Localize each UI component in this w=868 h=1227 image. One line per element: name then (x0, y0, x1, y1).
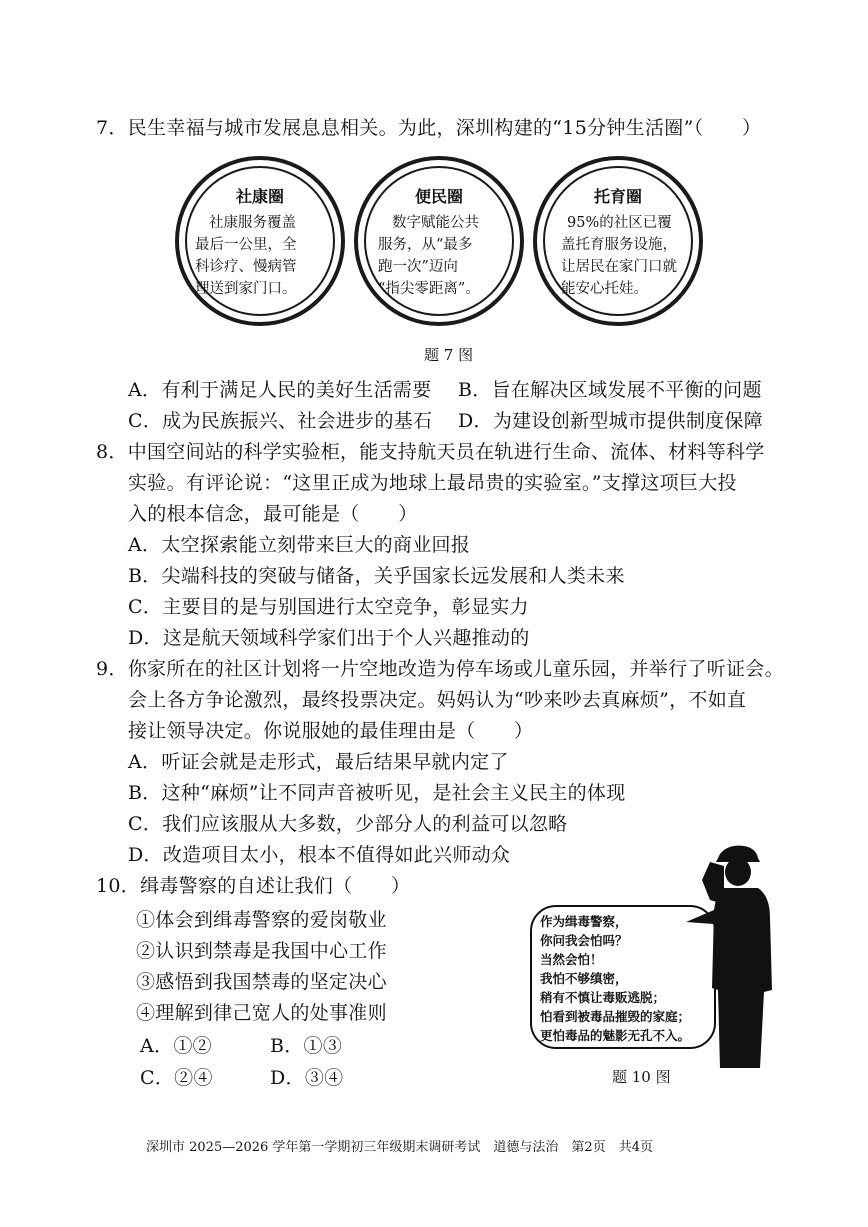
q9-stem-line3: 接让领导决定。你说服她的最佳理由是（ ） (128, 720, 534, 742)
circle-title: 社康圈 (235, 187, 284, 206)
circle-shekang (175, 156, 345, 326)
circle-line: 数字赋能公共 (392, 215, 479, 231)
q10-item-3: ③感悟到我国禁毒的坚定决心 (136, 971, 387, 993)
q9-option-d[interactable]: D．改造项目太小，根本不值得如此兴师动众 (128, 844, 511, 866)
bubble-line: 当然会怕！ (540, 952, 603, 967)
q10-item-2: ②认识到禁毒是我国中心工作 (136, 940, 387, 962)
q10-item-4: ④理解到律己宽人的处事准则 (136, 1002, 387, 1024)
q9-option-b[interactable]: B．这种“麻烦”让不同声音被听见，是社会主义民主的体现 (128, 782, 626, 804)
bubble-line: 稍有不慎让毒贩逃脱； (540, 990, 666, 1005)
circle-tuoyu (533, 156, 703, 326)
circle-line: 能安心托娃。 (561, 281, 648, 297)
q8-option-c[interactable]: C．主要目的是与别国进行太空竞争，彰显实力 (128, 596, 529, 618)
q7-option-d[interactable]: D．为建设创新型城市提供制度保障 (458, 410, 764, 432)
q9-stem-line2: 会上各方争论激烈，最终投票决定。妈妈认为“吵来吵去真麻烦”，不如直 (128, 689, 747, 711)
circle-line: 跑一次”迈向 (378, 259, 458, 275)
bubble-line: 怕看到被毒品摧毁的家庭； (540, 1009, 691, 1024)
page-footer: 深圳市 2025—2026 学年第一学期初三年级期末调研考试 道德与法治 第2页 共4页 (146, 1140, 653, 1155)
police-officer-silhouette (680, 840, 780, 1070)
q7-caption: 题 7 图 (424, 346, 474, 364)
q7-stem: 7．民生幸福与城市发展息息相关。为此，深圳构建的“15分钟生活圈”（ ） (96, 117, 762, 139)
q10-option-b[interactable]: B．①③ (270, 1035, 343, 1057)
q10-option-c[interactable]: C．②④ (140, 1067, 213, 1089)
q8-option-b[interactable]: B．尖端科技的突破与储备，关乎国家长远发展和人类未来 (128, 565, 625, 587)
q8-stem-line1: 8．中国空间站的科学实验柜，能支持航天员在轨进行生命、流体、材料等科学 (96, 441, 765, 463)
circle-line: 95%的社区已覆 (567, 215, 672, 231)
q7-option-b[interactable]: B．旨在解决区域发展不平衡的问题 (458, 379, 762, 401)
circle-line: 盖托育服务设施， (561, 237, 677, 253)
q10-option-a[interactable]: A．①② (140, 1035, 212, 1057)
bubble-line: 我怕不够缜密， (540, 971, 628, 986)
circle-line: 社康服务覆盖 (209, 215, 296, 231)
q8-stem-line2: 实验。有评论说：“这里正成为地球上最昂贵的实验室。”支撑这项巨大投 (128, 472, 737, 494)
circle-line: 服务，从“最多 (378, 237, 473, 253)
q7-option-a[interactable]: A．有利于满足人民的美好生活需要 (128, 379, 432, 401)
q9-stem-line1: 9．你家所在的社区计划将一片空地改造为停车场或儿童乐园，并举行了听证会。 (96, 658, 784, 680)
circle-title: 便民圈 (414, 187, 463, 206)
q8-option-a[interactable]: A．太空探索能立刻带来巨大的商业回报 (128, 534, 471, 556)
q8-stem-line3: 入的根本信念，最可能是（ ） (128, 503, 418, 525)
circle-bianmin (354, 156, 524, 326)
circle-line: 科诊疗、慢病管 (195, 259, 297, 275)
circle-line: 最后一公里，全 (195, 237, 297, 253)
q7-option-c[interactable]: C．成为民族振兴、社会进步的基石 (128, 410, 433, 432)
q8-option-d[interactable]: D．这是航天领域科学家们出于个人兴趣推动的 (128, 627, 530, 649)
bubble-tail (686, 910, 714, 924)
bubble-line: 作为缉毒警察， (540, 914, 628, 929)
bubble-line: 更怕毒品的魅影无孔不入。 (540, 1028, 691, 1043)
q9-option-c[interactable]: C．我们应该服从大多数，少部分人的利益可以忽略 (128, 813, 568, 835)
q10-stem: 10．缉毒警察的自述让我们（ ） (96, 875, 411, 897)
q10-option-d[interactable]: D．③④ (270, 1067, 344, 1089)
circle-line: 让居民在家门口就 (561, 259, 677, 275)
bubble-line: 你问我会怕吗？ (540, 933, 628, 948)
circle-line: 理送到家门口。 (195, 281, 297, 297)
q10-item-1: ①体会到缉毒警察的爱岗敬业 (136, 909, 387, 931)
q9-option-a[interactable]: A．听证会就是走形式，最后结果早就内定了 (128, 751, 509, 773)
circle-line: “指尖零距离”。 (378, 281, 480, 297)
q10-caption: 题 10 图 (612, 1068, 671, 1086)
circle-title: 托育圈 (593, 187, 642, 206)
